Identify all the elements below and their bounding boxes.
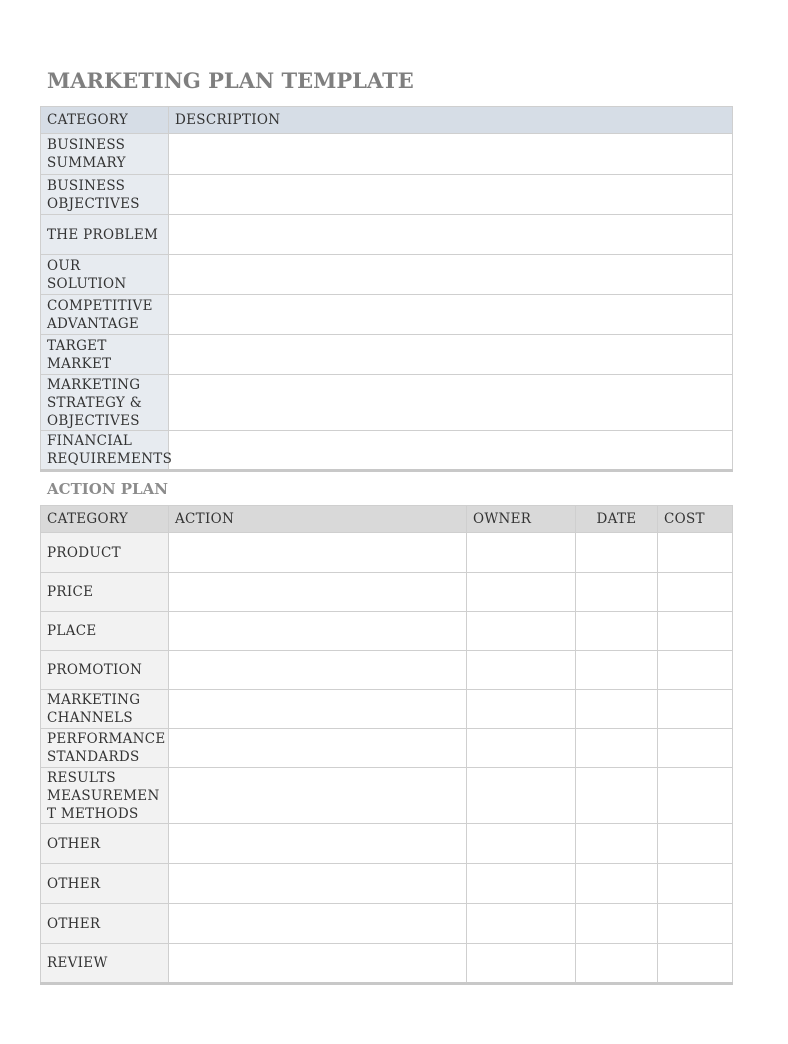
owner-cell[interactable]: [467, 824, 576, 864]
date-cell[interactable]: [576, 729, 658, 768]
action-cell[interactable]: [169, 651, 467, 690]
table-row: [41, 295, 733, 335]
cost-cell[interactable]: [658, 904, 733, 944]
category-cell: OTHER: [41, 904, 169, 944]
action-cell[interactable]: [169, 944, 467, 984]
owner-cell[interactable]: [467, 651, 576, 690]
date-cell[interactable]: [576, 612, 658, 651]
category-cell: BUSINESS OBJECTIVES: [41, 175, 169, 215]
description-cell[interactable]: [169, 215, 733, 255]
category-cell: MARKETING STRATEGY & OBJECTIVES: [41, 375, 169, 431]
table-row: [41, 215, 733, 255]
description-cell[interactable]: [169, 295, 733, 335]
owner-cell[interactable]: [467, 729, 576, 768]
table-row: [41, 729, 733, 768]
category-cell: THE PROBLEM: [41, 215, 169, 255]
category-cell: PRICE: [41, 573, 169, 612]
table-row: [41, 431, 733, 471]
plan-table: [40, 106, 733, 472]
header-action: ACTION: [169, 506, 467, 533]
table-row: [41, 690, 733, 729]
category-cell: OTHER: [41, 824, 169, 864]
date-cell[interactable]: [576, 864, 658, 904]
action-plan-table: [40, 505, 733, 985]
date-cell[interactable]: [576, 768, 658, 824]
date-cell[interactable]: [576, 651, 658, 690]
cost-cell[interactable]: [658, 768, 733, 824]
action-cell[interactable]: [169, 573, 467, 612]
owner-cell[interactable]: [467, 612, 576, 651]
cost-cell[interactable]: [658, 944, 733, 984]
owner-cell[interactable]: [467, 690, 576, 729]
page-title: MARKETING PLAN TEMPLATE: [47, 68, 414, 93]
category-cell: OTHER: [41, 864, 169, 904]
description-cell[interactable]: [169, 175, 733, 215]
table-row: [41, 944, 733, 984]
table-row: [41, 573, 733, 612]
category-cell: BUSINESS SUMMARY: [41, 134, 169, 175]
header-owner: OWNER: [467, 506, 576, 533]
owner-cell[interactable]: [467, 573, 576, 612]
category-cell: FINANCIAL REQUIREMENTS: [41, 431, 169, 471]
table-row: [41, 255, 733, 295]
table-row: [41, 768, 733, 824]
date-cell[interactable]: [576, 533, 658, 573]
category-cell: REVIEW: [41, 944, 169, 984]
category-cell: PRODUCT: [41, 533, 169, 573]
description-cell[interactable]: [169, 431, 733, 471]
owner-cell[interactable]: [467, 944, 576, 984]
date-cell[interactable]: [576, 904, 658, 944]
cost-cell[interactable]: [658, 573, 733, 612]
header-description: DESCRIPTION: [169, 107, 733, 134]
cost-cell[interactable]: [658, 651, 733, 690]
category-cell: TARGET MARKET: [41, 335, 169, 375]
date-cell[interactable]: [576, 944, 658, 984]
action-cell[interactable]: [169, 729, 467, 768]
header-category: CATEGORY: [41, 107, 169, 134]
table-row: [41, 375, 733, 431]
table-row: [41, 612, 733, 651]
date-cell[interactable]: [576, 824, 658, 864]
action-plan-title: ACTION PLAN: [47, 480, 168, 498]
table-row: [41, 134, 733, 175]
owner-cell[interactable]: [467, 533, 576, 573]
table-row: [41, 824, 733, 864]
action-cell[interactable]: [169, 533, 467, 573]
action-cell[interactable]: [169, 768, 467, 824]
category-cell: PERFORMANCE STANDARDS: [41, 729, 169, 768]
table-row: [41, 864, 733, 904]
cost-cell[interactable]: [658, 533, 733, 573]
action-cell[interactable]: [169, 824, 467, 864]
owner-cell[interactable]: [467, 904, 576, 944]
description-cell[interactable]: [169, 335, 733, 375]
action-cell[interactable]: [169, 612, 467, 651]
cost-cell[interactable]: [658, 612, 733, 651]
action-cell[interactable]: [169, 690, 467, 729]
table-row: [41, 651, 733, 690]
header-date: DATE: [576, 506, 658, 533]
category-cell: PLACE: [41, 612, 169, 651]
owner-cell[interactable]: [467, 864, 576, 904]
category-cell: RESULTS MEASUREMEN T METHODS: [41, 768, 169, 824]
category-cell: PROMOTION: [41, 651, 169, 690]
cost-cell[interactable]: [658, 729, 733, 768]
owner-cell[interactable]: [467, 768, 576, 824]
header-cost: COST: [658, 506, 733, 533]
table-row: [41, 335, 733, 375]
action-cell[interactable]: [169, 864, 467, 904]
cost-cell[interactable]: [658, 690, 733, 729]
table-row: [41, 904, 733, 944]
description-cell[interactable]: [169, 134, 733, 175]
header-category: CATEGORY: [41, 506, 169, 533]
cost-cell[interactable]: [658, 824, 733, 864]
table-row: [41, 533, 733, 573]
date-cell[interactable]: [576, 690, 658, 729]
description-cell[interactable]: [169, 255, 733, 295]
action-cell[interactable]: [169, 904, 467, 944]
table-row: [41, 175, 733, 215]
cost-cell[interactable]: [658, 864, 733, 904]
category-cell: OUR SOLUTION: [41, 255, 169, 295]
description-cell[interactable]: [169, 375, 733, 431]
category-cell: MARKETING CHANNELS: [41, 690, 169, 729]
category-cell: COMPETITIVE ADVANTAGE: [41, 295, 169, 335]
date-cell[interactable]: [576, 573, 658, 612]
